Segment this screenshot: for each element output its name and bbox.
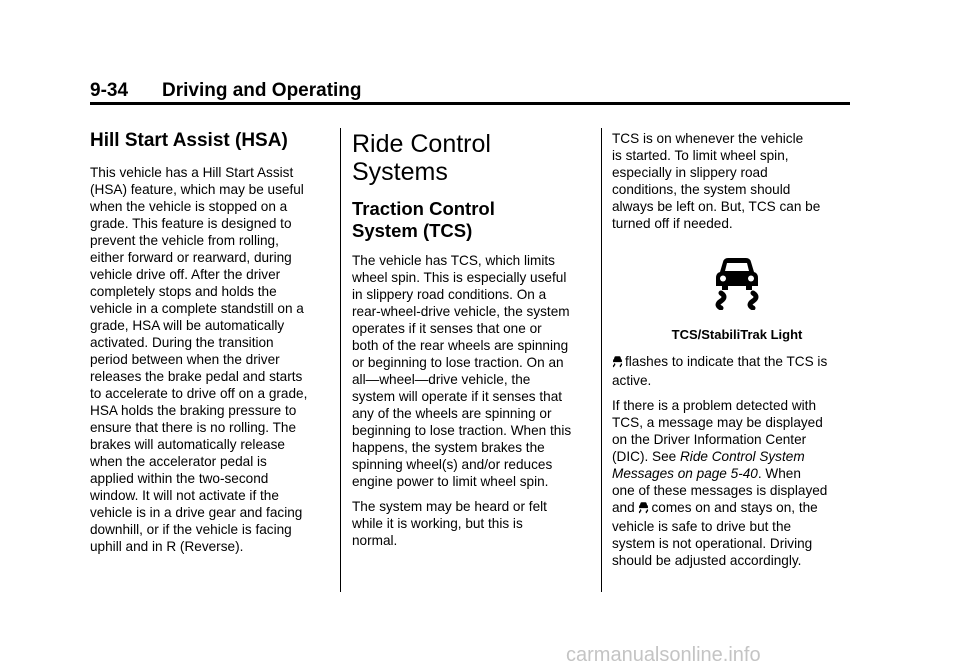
tcs-flashes-text: flashes to indicate that the TCS is active. [612, 354, 828, 388]
tcs-light-caption: TCS/StabiliTrak Light [671, 327, 803, 342]
hsa-paragraph: This vehicle has a Hill Start Assist (HSA) feature, which may be useful when the vehicle is stopped on a grade. This feature is designed to prevent the vehicle from rolling, either forward or rearward, during vehicle drive off. After the driver completely stops and holds the vehicle in a complete standstill on a grade, HSA will be automatically activated. During the transition period between when the driver releases the brake pedal and starts to accelerate to drive off on a grade, HSA holds the braking pressure to ensure that there is no rolling. The brakes will automatically release when the accelerator pedal is applied within the two-second window. It will not activate if the vehicle is in a drive gear and facing downhill, or if the vehicle is facing uphill and in R (Reverse). [90, 165, 308, 554]
tcs-on-paragraph: TCS is on whenever the vehicle is started. To limit wheel spin, especially in slippery road conditions, the system should always be left on. But, TCS can be turned off if needed. [612, 131, 821, 231]
header-rule [90, 102, 850, 105]
tcs-paragraph-1: The vehicle has TCS, which limits wheel spin. This is especially useful in slippery road conditions. On a rear-wheel-drive vehicle, the system operates if it senses that one or both of the rear wheels are spinning or beginning to lose traction. On an all—wheel—drive vehicle, the system will operate if it senses that any of the wheels are spinning or beginning to lose traction. When this happens, the system brakes the spinning wheel(s) and/or reduces engine power to limit wheel spin. [352, 253, 572, 489]
page-header [90, 80, 362, 102]
watermark: carmanualsonline.info [566, 644, 761, 666]
tcs-paragraph-2: The system may be heard or felt while it is working, but this is normal. [352, 499, 547, 548]
column-divider-left [340, 128, 341, 592]
tcs-flashes-paragraph [612, 353, 862, 389]
section-title: Driving and Operating [162, 80, 362, 101]
tcs-inline-icon [638, 501, 649, 518]
tcs-problem-paragraph [612, 397, 862, 569]
ride-control-messages-ref: Ride Control System Messages on page 5-40 [612, 449, 805, 481]
tcs-problem-text-b: . When one of these messages is displayed and [612, 466, 828, 515]
ride-control-title: Ride Control Systems [352, 130, 491, 186]
page-number: 9-34 [90, 80, 129, 101]
tcs-problem-text-a: If there is a problem detected with TCS, a message may be displayed on the Driver Information Center (DIC). See [612, 398, 823, 464]
column-tcs-details [612, 130, 862, 577]
hsa-heading: Hill Start Assist (HSA) [90, 130, 288, 151]
tcs-problem-text-c: comes on and stays on, the vehicle is safe to drive but the system is not operational. Driving should be adjusted accordingly. [612, 500, 818, 568]
column-hsa [90, 128, 335, 563]
tcs-subheading: Traction Control System (TCS) [352, 198, 495, 241]
column-ride-control [352, 128, 592, 557]
column-divider-right [601, 128, 602, 592]
tcs-inline-icon [612, 355, 623, 372]
tcs-stabilitrak-icon [612, 256, 862, 312]
